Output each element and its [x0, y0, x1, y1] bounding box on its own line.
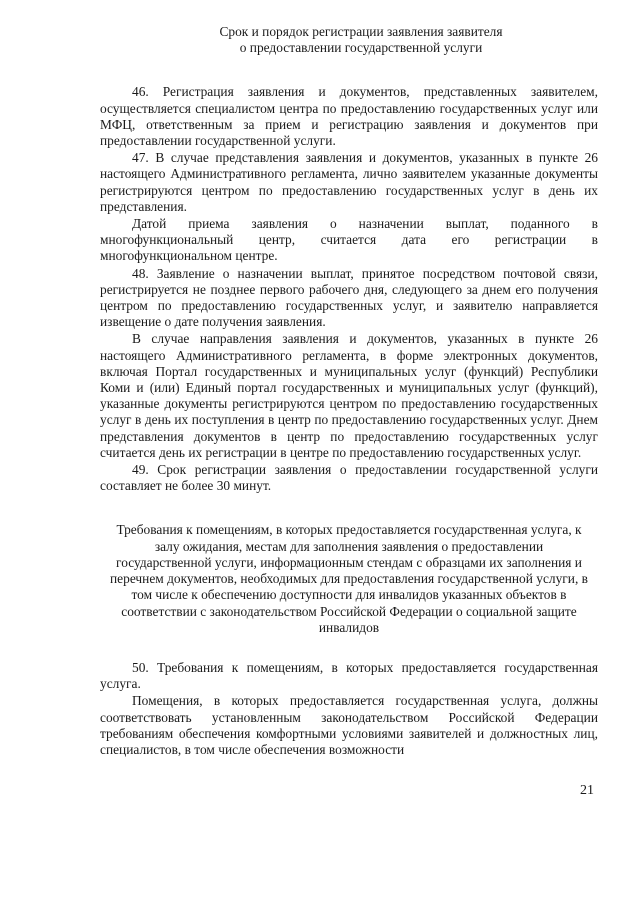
paragraph-47: 47. В случае представления заявления и документов, указанных в пункте 26 настоящего Административного регламента, лично заявителем указанные документы регистрируются центром по предоставлению государственных услуг в день их представления.: [100, 150, 598, 214]
paragraph-50-cont: Помещения, в которых предоставляется государственная услуга, должны соответствовать установленным законодательством Российской Федерации требованиям обеспечения комфортными условиями заявителей и должностных лиц, специалистов, в том числе обеспечения возможности: [100, 693, 598, 757]
paragraph-47-cont: Датой приема заявления о назначении выплат, поданного в многофункциональный центр, считается дата его регистрации в многофункциональном центре.: [100, 216, 598, 264]
paragraph-48-cont: В случае направления заявления и документов, указанных в пункте 26 настоящего Административного регламента, в форме электронных документов, включая Портал государственных и муниципальных услуг (функций) Республики Коми и (или) Единый портал государственных и муниципальных услуг (функций), указанные документы регистрируются центром по предоставлению государственных услуг в день их поступления в центр по предоставлению государственных услуг. Днем представления документов в центр по предоставлению государственных услуг считается день их регистрации в центре по предоставлению государственных услуг.: [100, 331, 598, 460]
paragraph-48: 48. Заявление о назначении выплат, принятое посредством почтовой связи, регистрируется не позднее первого рабочего дня, следующего за днем его получения центром по предоставлению государственных услуг, и заявителю направляется извещение о дате получения заявления.: [100, 265, 598, 330]
paragraph-46: 46. Регистрация заявления и документов, представленных заявителем, осуществляется специалистом центра по предоставлению государственных услуг или МФЦ, ответственным за прием и регистрацию заявления и документов при предоставлении государственной услуги.: [100, 84, 598, 149]
body-block-2: [100, 660, 598, 758]
paragraph-50: 50. Требования к помещениям, в которых предоставляется государственная услуга.: [100, 659, 598, 692]
section-title: [100, 24, 598, 56]
paragraph-49: 49. Срок регистрации заявления о предоставлении государственной услуги составляет не более 30 минут.: [100, 462, 598, 494]
page-number: 21: [580, 783, 594, 798]
section-title-line-1: Срок и порядок регистрации заявления заявителя: [219, 24, 503, 39]
requirements-heading: Требования к помещениям, в которых предоставляется государственная услуга, к залу ожидания, местам для заполнения заявления о предоставлении государственной услуги, информационным стендам с образцами их заполнения и перечнем документов, необходимых для предоставления государственной услуги, в том числе к обеспечению доступности для инвалидов указанных объектов в соответствии с законодательством Российской Федерации о социальной защите инвалидов: [110, 522, 588, 635]
section-title-line-2: о предоставлении государственной услуги: [239, 40, 483, 56]
body-block-1: [100, 84, 598, 494]
